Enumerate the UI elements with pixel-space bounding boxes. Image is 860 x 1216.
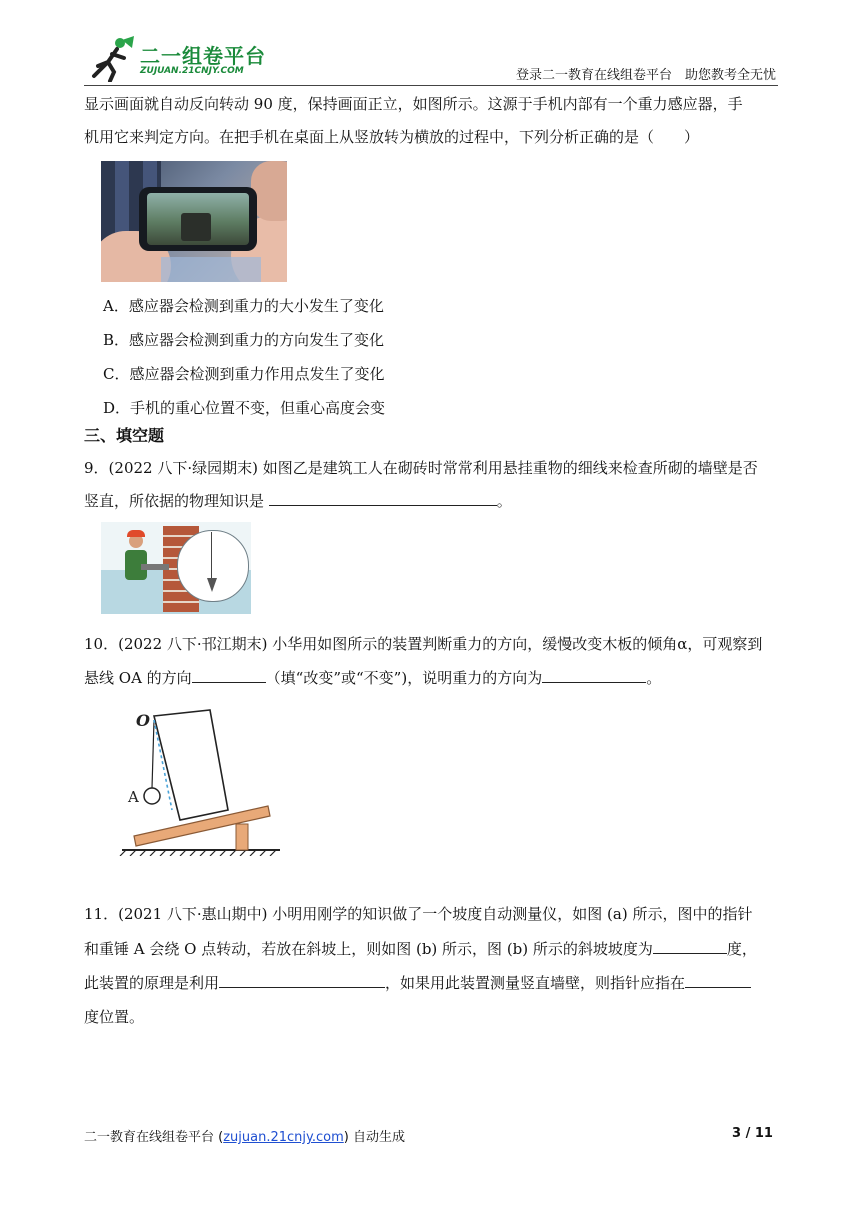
q10-text-a: 悬线 OA 的方向 <box>84 669 192 687</box>
phone-photo <box>101 161 287 282</box>
footer-text-pre: 二一教育在线组卷平台 ( <box>84 1130 224 1145</box>
q11-text-b: 度， <box>726 940 757 958</box>
q10-answer-blank-1[interactable] <box>192 668 266 683</box>
logo-title: 二一组卷平台 <box>140 44 266 68</box>
q11-answer-blank-1[interactable] <box>653 939 727 954</box>
header-logo <box>84 36 274 82</box>
header-divider <box>84 85 778 86</box>
q10-period: 。 <box>646 669 662 687</box>
q9-period: 。 <box>496 492 512 510</box>
running-man-logo-icon <box>84 36 136 82</box>
q10-line-2 <box>84 668 661 688</box>
q11-text-c: 此装置的原理是利用 <box>84 974 220 992</box>
section-title: 三、填空题 <box>84 426 165 445</box>
q8-line-1: 显示画面就自动反向转动 90 度，保持画面正立，如图所示。这源于手机内部有一个重力感应器，手 <box>84 95 743 113</box>
footer-link[interactable]: zujuan.21cnjy.com <box>223 1130 344 1145</box>
label-o: O <box>136 711 150 730</box>
q8-line-2: 机用它来判定方向。在把手机在桌面上从竖放转为横放的过程中，下列分析正确的是（ ） <box>84 128 700 146</box>
label-a: A <box>128 788 139 806</box>
q11-line-4: 度位置。 <box>84 1008 145 1026</box>
bricklayer-figure <box>101 522 251 614</box>
q9-line-2 <box>84 491 512 511</box>
q9-text: 竖直，所依据的物理知识是 <box>84 492 269 510</box>
q8-option-a: A．感应器会检测到重力的大小发生了变化 <box>103 297 384 315</box>
q11-text-a: 和重锤 A 会绕 O 点转动，若放在斜坡上，则如图 (b) 所示，图 (b) 所示的斜坡坡度为 <box>84 940 653 958</box>
q11-answer-blank-2[interactable] <box>219 973 385 988</box>
q8-option-c: C．感应器会检测到重力作用点发生了变化 <box>103 365 385 383</box>
q11-line-3 <box>84 973 751 993</box>
q11-line-1: 11．(2021 八下·惠山期中) 小明用刚学的知识做了一个坡度自动测量仪，如图 (a) 所示，图中的指针 <box>84 905 753 923</box>
incline-plumb-figure <box>118 706 288 856</box>
q8-option-b: B．感应器会检测到重力的方向发生了变化 <box>103 331 385 349</box>
q11-text-d: ，如果用此装置测量竖直墙壁，则指针应指在 <box>385 974 686 992</box>
q10-answer-blank-2[interactable] <box>542 668 646 683</box>
q11-line-2 <box>84 939 757 959</box>
q10-text-b: （填“改变”或“不变”)，说明重力的方向为 <box>265 669 543 687</box>
page-number: 3 / 11 <box>732 1126 773 1141</box>
q9-answer-blank[interactable] <box>269 491 497 506</box>
q9-line-1: 9．(2022 八下·绿园期末) 如图乙是建筑工人在砌砖时常常利用悬挂重物的细线来检查所砌的墙壁是否 <box>84 459 758 477</box>
q11-answer-blank-3[interactable] <box>685 973 751 988</box>
logo-url: ZUJUAN.21CNJY.COM <box>140 66 244 76</box>
footer-text-post: ) 自动生成 <box>343 1130 405 1145</box>
q8-option-d: D．手机的重心位置不变，但重心高度会变 <box>103 399 386 417</box>
header-tagline: 登录二一教育在线组卷平台 助您教考全无忧 <box>516 68 777 83</box>
footer-left <box>84 1126 405 1145</box>
q10-line-1: 10．(2022 八下·邗江期末) 小华用如图所示的装置判断重力的方向，缓慢改变木板的倾角α，可观察到 <box>84 635 763 653</box>
